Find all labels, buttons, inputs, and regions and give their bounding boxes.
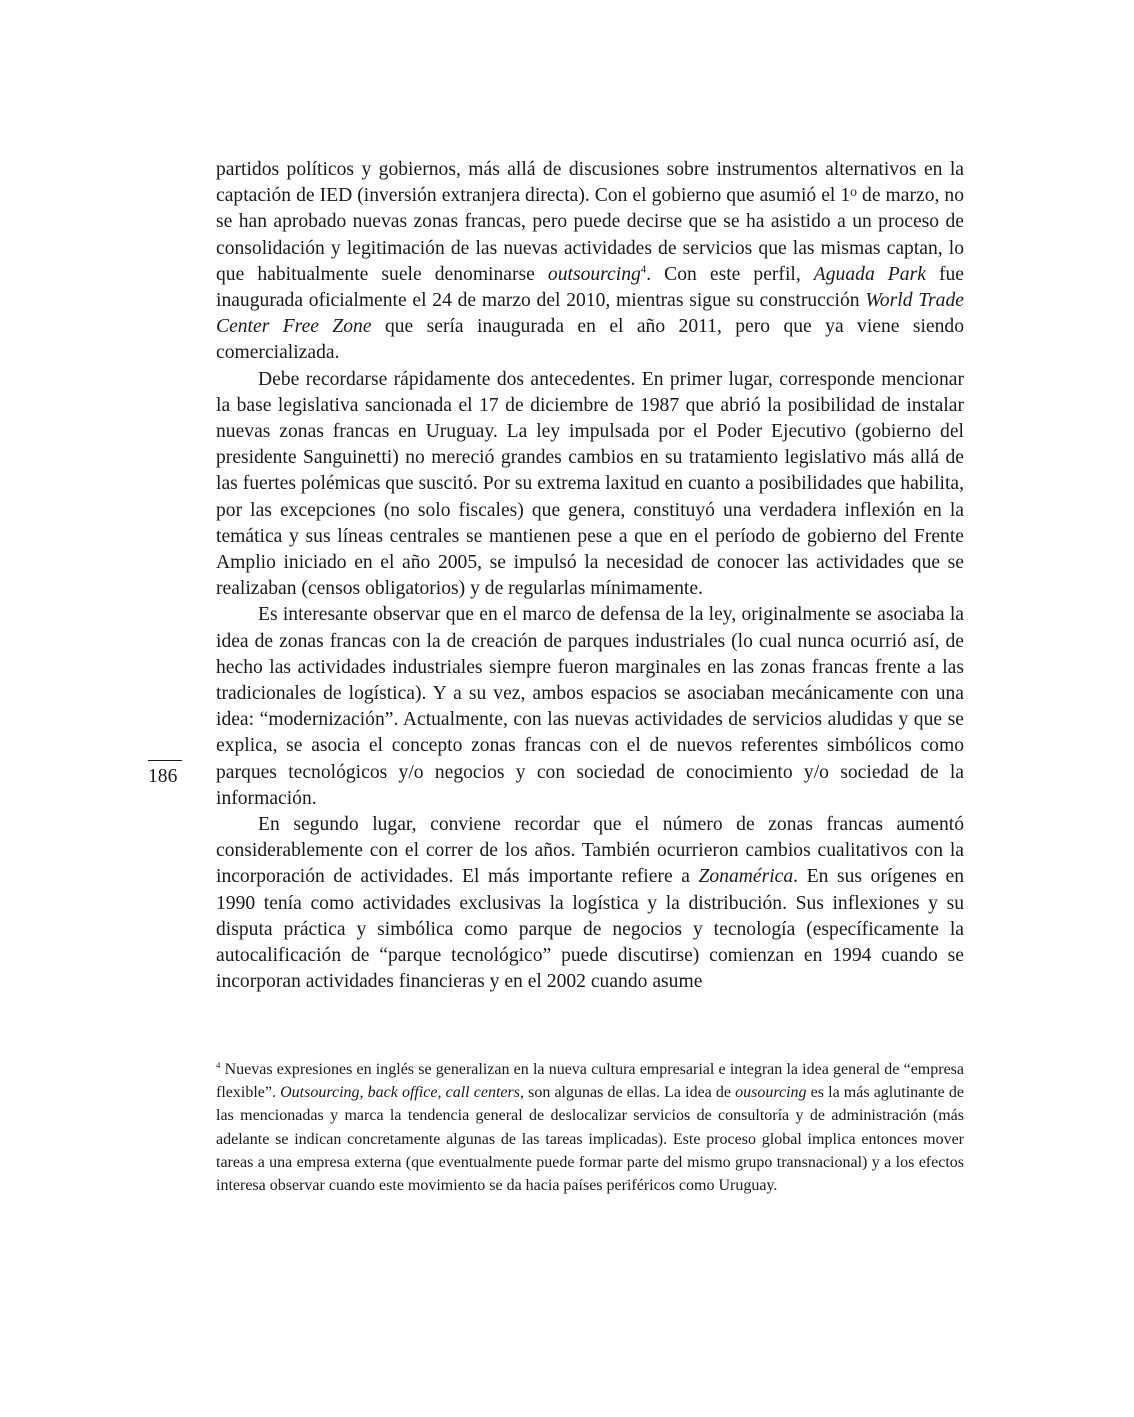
paragraph: [216, 367, 964, 603]
italic-text: Aguada Park: [813, 263, 926, 285]
text-run: que sería inaugurada en el año 2011, pero que ya viene siendo comercializada.: [216, 316, 964, 364]
italic-text: Zonamérica: [698, 866, 794, 888]
body-text: [216, 157, 964, 996]
page-number-rule: [148, 760, 182, 761]
text-run: es la más aglutinante de las mencionadas y marca la tendencia general de deslocalizar servicios de consultoría y de administración (más adelante se indican concretamente algunas de las tareas implicadas). Este proceso global implica entonces mover tareas a una empresa externa (que eventualmente puede formar parte del mismo grupo transnacional) y a los efectos interesa observar cuando este movimiento se da hacia países periféricos como Uruguay.: [216, 1084, 965, 1195]
italic-text: World Trade Center Free Zone: [216, 290, 964, 338]
footnote-marker: 4: [216, 1059, 221, 1070]
text-run: fue inaugurada oficialmente el 24 de marzo del 2010, mientras sigue su construcción: [216, 263, 964, 312]
text-run: partidos políticos y gobiernos, más allá de discusiones sobre instrumentos alternativos en la captación de IED (inversión extranjera directa). Con el gobierno que asumió el 1: [216, 159, 964, 207]
text-run: En segundo lugar, conviene recordar que el número de zonas francas aumentó considerablemente con el correr de los años. También ocurrieron cambios cualitativos con la incorporación de actividades. El más importante refiere a: [216, 814, 964, 888]
paragraph: [216, 602, 964, 812]
italic-text: Outsourcing, back office, call centers: [280, 1084, 520, 1102]
footnote: [216, 1058, 964, 1197]
text-run: , son algunas de ellas. La idea de: [519, 1084, 736, 1102]
italic-text: ousourcing: [735, 1084, 807, 1102]
text-run: Es interesante observar que en el marco de defensa de la ley, originalmente se asociaba la idea de zonas francas con la de creación de parques industriales (lo cual nunca ocurrió así, de hecho las actividades industriales siempre fueron marginales en las zonas francas frente a las tradicionales de logística). Y a su vez, ambos espacios se asociaban mecánicamente con una idea: “modernización”. Actualmente, con las nuevas actividades de servicios aludidas y que se explica, se asocia el concepto zonas francas con el de nuevos referentes simbólicos como parques tecnológicos y/o negocios y con sociedad de conocimiento y/o sociedad de la información.: [216, 604, 964, 809]
text-run: Debe recordarse rápidamente dos antecedentes. En primer lugar, corresponde mencionar la base legislativa sancionada el 17 de diciembre de 1987 que abrió la posibilidad de instalar nuevas zonas francas en Uruguay. La ley impulsada por el Poder Ejecutivo (gobierno del presidente Sanguinetti) no mereció grandes cambios en su tratamiento legislativo más allá de las fuertes polémicas que suscitó. Por su extrema laxitud en cuanto a posibilidades que habilita, por las excepciones (no solo fiscales) que genera, constituyó una verdadera inflexión en la temática y sus líneas centrales se mantienen pese a que en el período de gobierno del Frente Amplio iniciado en el año 2005, se impulsó la necesidad de conocer las actividades que se realizaban (censos obligatorios) y de regularlas mínimamente.: [216, 368, 964, 600]
italic-text: outsourcing: [547, 263, 641, 285]
text-run: Nuevas expresiones en inglés se generalizan en la nueva cultura empresarial e integran la idea general de “empresa flexible”.: [216, 1061, 964, 1102]
footnote-marker: 4: [640, 263, 647, 276]
paragraph: [216, 812, 964, 995]
page-number: 186: [148, 766, 178, 787]
footnote-paragraph: [216, 1058, 964, 1197]
ordinal-indicator: o: [850, 184, 858, 200]
paragraph: [216, 157, 964, 367]
text-run: . Con este perfil,: [646, 263, 814, 285]
text-run: . En sus orígenes en 1990 tenía como actividades exclusivas la logística y la distribución. Sus inflexiones y su disputa práctica y simbólica como parque de negocios y tecnología (específicamente la autocalificación de “parque tecnológico” puede discutirse) comienzan en 1994 cuando se incorporan actividades financieras y en el 2002 cuando asume: [216, 866, 964, 993]
text-run: de marzo, no se han aprobado nuevas zonas francas, pero puede decirse que se ha asistido a un proceso de consolidación y legitimación de las nuevas actividades de servicios que las mismas captan, lo que habitualmente suele denominarse: [216, 185, 965, 285]
